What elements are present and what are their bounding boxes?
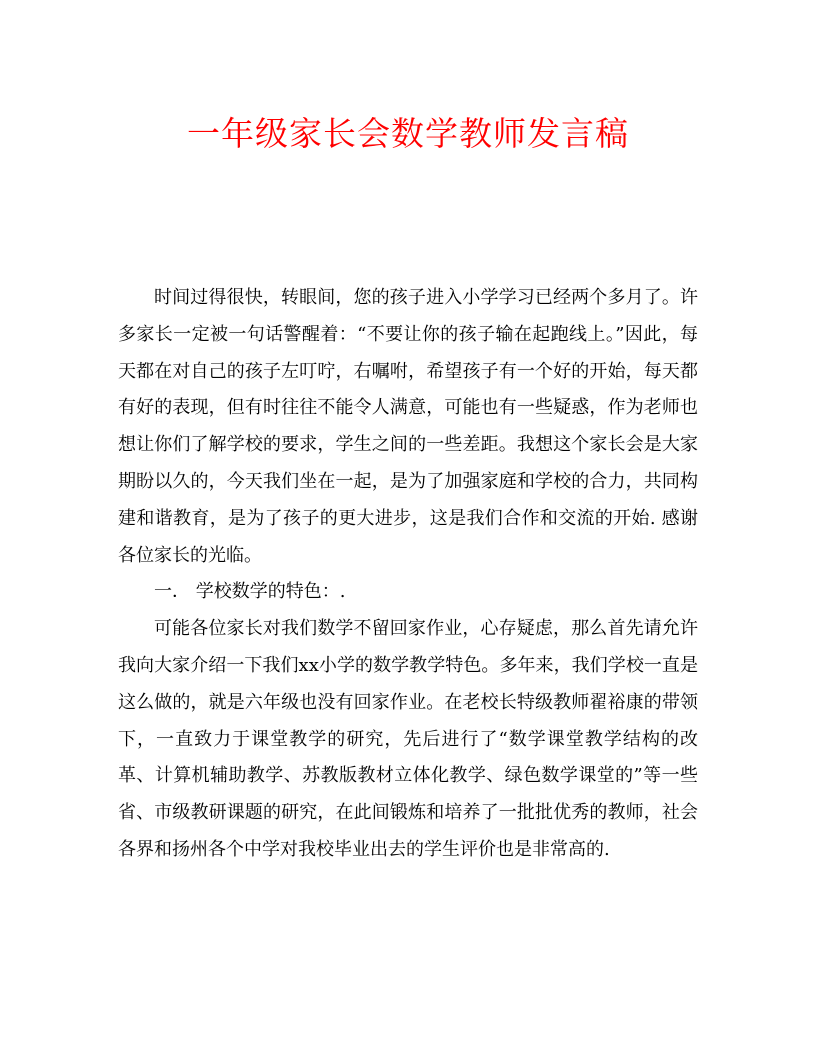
- paragraph-section-1: 可能各位家长对我们数学不留回家作业，心存疑虑，那么首先请允许我向大家介绍一下我们xx小学的数学教学特色。多年来，我们学校一直是这么做的，就是六年级也没有回家作业。在老校长特级教师翟裕康的带领下，一直致力于课堂教学的研究，先后进行了“数学课堂教学结构的改革、计算机辅助教学、苏教版教材立体化教学、绿色数学课堂的”等一些省、市级教研课题的研究，在此间锻炼和培养了一批批优秀的教师，社会各界和扬州各个中学对我校毕业出去的学生评价也是非常高的.: [118, 618, 698, 860]
- section-heading-1: 一． 学校数学的特色：.: [154, 581, 346, 603]
- document-title: 一年级家长会数学教师发言稿: [187, 114, 629, 153]
- paragraph-intro: 时间过得很快，转眼间，您的孩子进入小学学习已经两个多月了。许多家长一定被一句话警醒着：“不要让你的孩子输在起跑线上。”因此，每天都在对自己的孩子左叮咛，右嘱咐，希望孩子有一个好的开始，每天都有好的表现，但有时往往不能令人满意，可能也有一些疑惑，作为老师也想让你们了解学校的要求，学生之间的一些差距。我想这个家长会是大家期盼以久的，今天我们坐在一起，是为了加强家庭和学校的合力，共同构建和谐教育，是为了孩子的更大进步，这是我们合作和交流的开始. 感谢各位家长的光临。: [118, 287, 698, 566]
- document-body: [118, 280, 698, 869]
